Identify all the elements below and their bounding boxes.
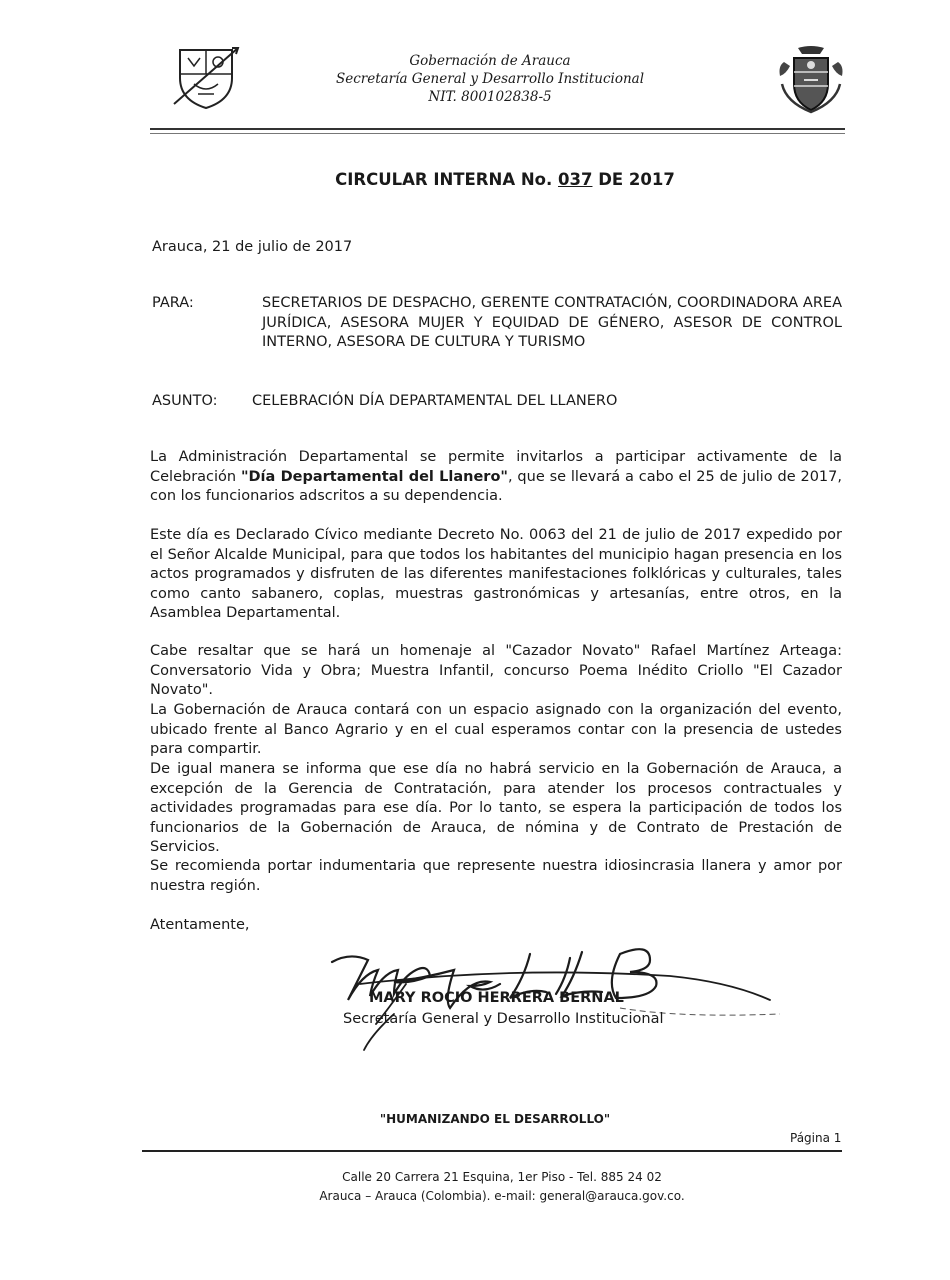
document-date: Arauca, 21 de julio de 2017 xyxy=(152,239,353,255)
body-paragraph-6: Se recomienda portar indumentaria que represente nuestra idiosincrasia llanera y amor por nuestra región. xyxy=(150,858,842,894)
body-paragraph-5: De igual manera se informa que ese día no habrá servicio en la Gobernación de Arauca, a excepción de la Gerencia de Contratación, para atender los procesos contractuales y actividades programadas para ese día. Por lo tanto, se espera la participación de todos los funcionarios de la Gobernación de Arauca, de nómina y de Contrato de Prestación de Servicios. xyxy=(150,761,842,855)
subject-text: CELEBRACIÓN DÍA DEPARTAMENTAL DEL LLANERO xyxy=(252,393,618,409)
recipients-label: PARA: xyxy=(152,295,194,311)
footer-slogan: "HUMANIZANDO EL DESARROLLO" xyxy=(379,1112,611,1126)
footer-address-line-2: Arauca – Arauca (Colombia). e-mail: general@arauca.gov.co. xyxy=(319,1189,685,1203)
body-paragraph-1: La Administración Departamental se permite invitarlos a participar activamente de la Celebración "Día Departamental del Llanero", que se llevará a cabo el 25 de julio de 2017, con los funcionarios adscritos a su dependencia. xyxy=(150,449,842,504)
body-paragraph-2: Este día es Declarado Cívico mediante Decreto No. 0063 del 21 de julio de 2017 expedido por el Señor Alcalde Municipal, para que todos los habitantes del municipio hagan presencia en los actos programados y disfruten de las diferentes manifestaciones folklóricas y culturales, tales como canto sabanero, coplas, muestras gastronómicas y artesanías, entre otros, en la Asamblea Departamental. xyxy=(150,527,842,621)
body-paragraph-4: La Gobernación de Arauca contará con un espacio asignado con la organización del evento, ubicado frente al Banco Agrario y en el cual esperamos contar con la presencia de ustedes para compartir. xyxy=(150,702,842,757)
event-name: "Día Departamental del Llanero" xyxy=(240,468,508,485)
page-number: Página 1 xyxy=(790,1131,842,1145)
arauca-shield-logo xyxy=(172,44,240,112)
circular-number: 037 xyxy=(558,170,593,189)
header-rule-top xyxy=(150,128,845,130)
footer-address xyxy=(282,1168,722,1206)
footer-rule xyxy=(142,1150,842,1152)
header-rule-bottom xyxy=(150,133,845,134)
header-department: Secretaría General y Desarrollo Institucional xyxy=(335,71,645,87)
subject-label: ASUNTO: xyxy=(152,393,218,409)
signer-role: Secretaría General y Desarrollo Institucional xyxy=(343,1011,664,1027)
body-paragraph-3: Cabe resaltar que se hará un homenaje al "Cazador Novato" Rafael Martínez Arteaga: Conversatorio Vida y Obra; Muestra Infantil, concurso Poema Inédito Criollo "El Cazador Novato". xyxy=(150,643,842,698)
header-nit: NIT. 800102838-5 xyxy=(428,89,552,105)
closing: Atentamente, xyxy=(150,917,250,933)
colombia-coat-of-arms-logo xyxy=(776,44,846,114)
recipients-text: SECRETARIOS DE DESPACHO, GERENTE CONTRATACIÓN, COORDINADORA AREA JURÍDICA, ASESORA MUJER Y EQUIDAD DE GÉNERO, ASESOR DE CONTROL INTERNO, ASESORA DE CULTURA Y TURISMO xyxy=(262,295,842,350)
signer-name: MARY ROCIO HERRERA BERNAL xyxy=(369,990,624,1006)
circular-title: CIRCULAR INTERNA No. 037 DE 2017 xyxy=(335,170,675,189)
header-institution: Gobernación de Arauca xyxy=(409,53,571,69)
footer-address-line-1: Calle 20 Carrera 21 Esquina, 1er Piso - Tel. 885 24 02 xyxy=(342,1170,662,1184)
